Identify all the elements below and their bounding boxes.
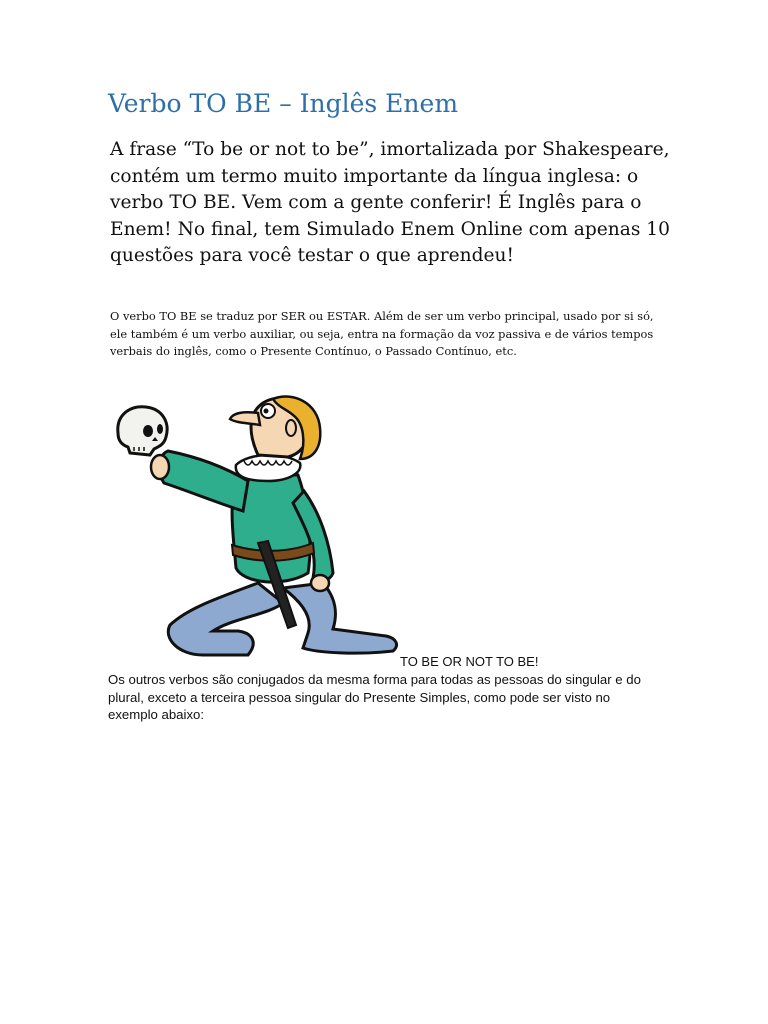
hip-hand bbox=[311, 575, 329, 591]
front-leg bbox=[283, 583, 397, 653]
nose bbox=[230, 412, 260, 425]
back-leg bbox=[168, 583, 283, 655]
skull-hand bbox=[151, 455, 169, 479]
illustration-caption: TO BE OR NOT TO BE! bbox=[400, 654, 539, 669]
lead-paragraph: A frase “To be or not to be”, imortalizada por Shakespeare, contém um termo muito importante da língua inglesa: o verbo TO BE. Vem com a gente conferir! É Inglês para o Enem! No final, tem Simulado Enem Online com apenas 10 questões para você testar o que aprendeu! bbox=[110, 139, 670, 266]
body-paragraph: O verbo TO BE se traduz por SER ou ESTAR. Além de ser um verbo principal, usado por si só, ele também é um verbo auxiliar, ou seja, entra na formação da voz passiva e de vários tempos verbais do inglês, como o Presente Contínuo, o Passado Contínuo, etc. bbox=[110, 309, 654, 358]
tunic-arm bbox=[159, 451, 248, 511]
ruff-collar bbox=[236, 455, 301, 481]
conjugation-paragraph: Os outros verbos são conjugados da mesma forma para todas as pessoas do singular e do plural, exceto a terceira pessoa singular do Presente Simples, como pode ser visto no exemplo abaixo: bbox=[108, 672, 641, 722]
hamlet-illustration bbox=[108, 393, 408, 670]
page-title: Verbo TO BE – Inglês Enem bbox=[108, 89, 459, 118]
ear bbox=[286, 420, 296, 436]
